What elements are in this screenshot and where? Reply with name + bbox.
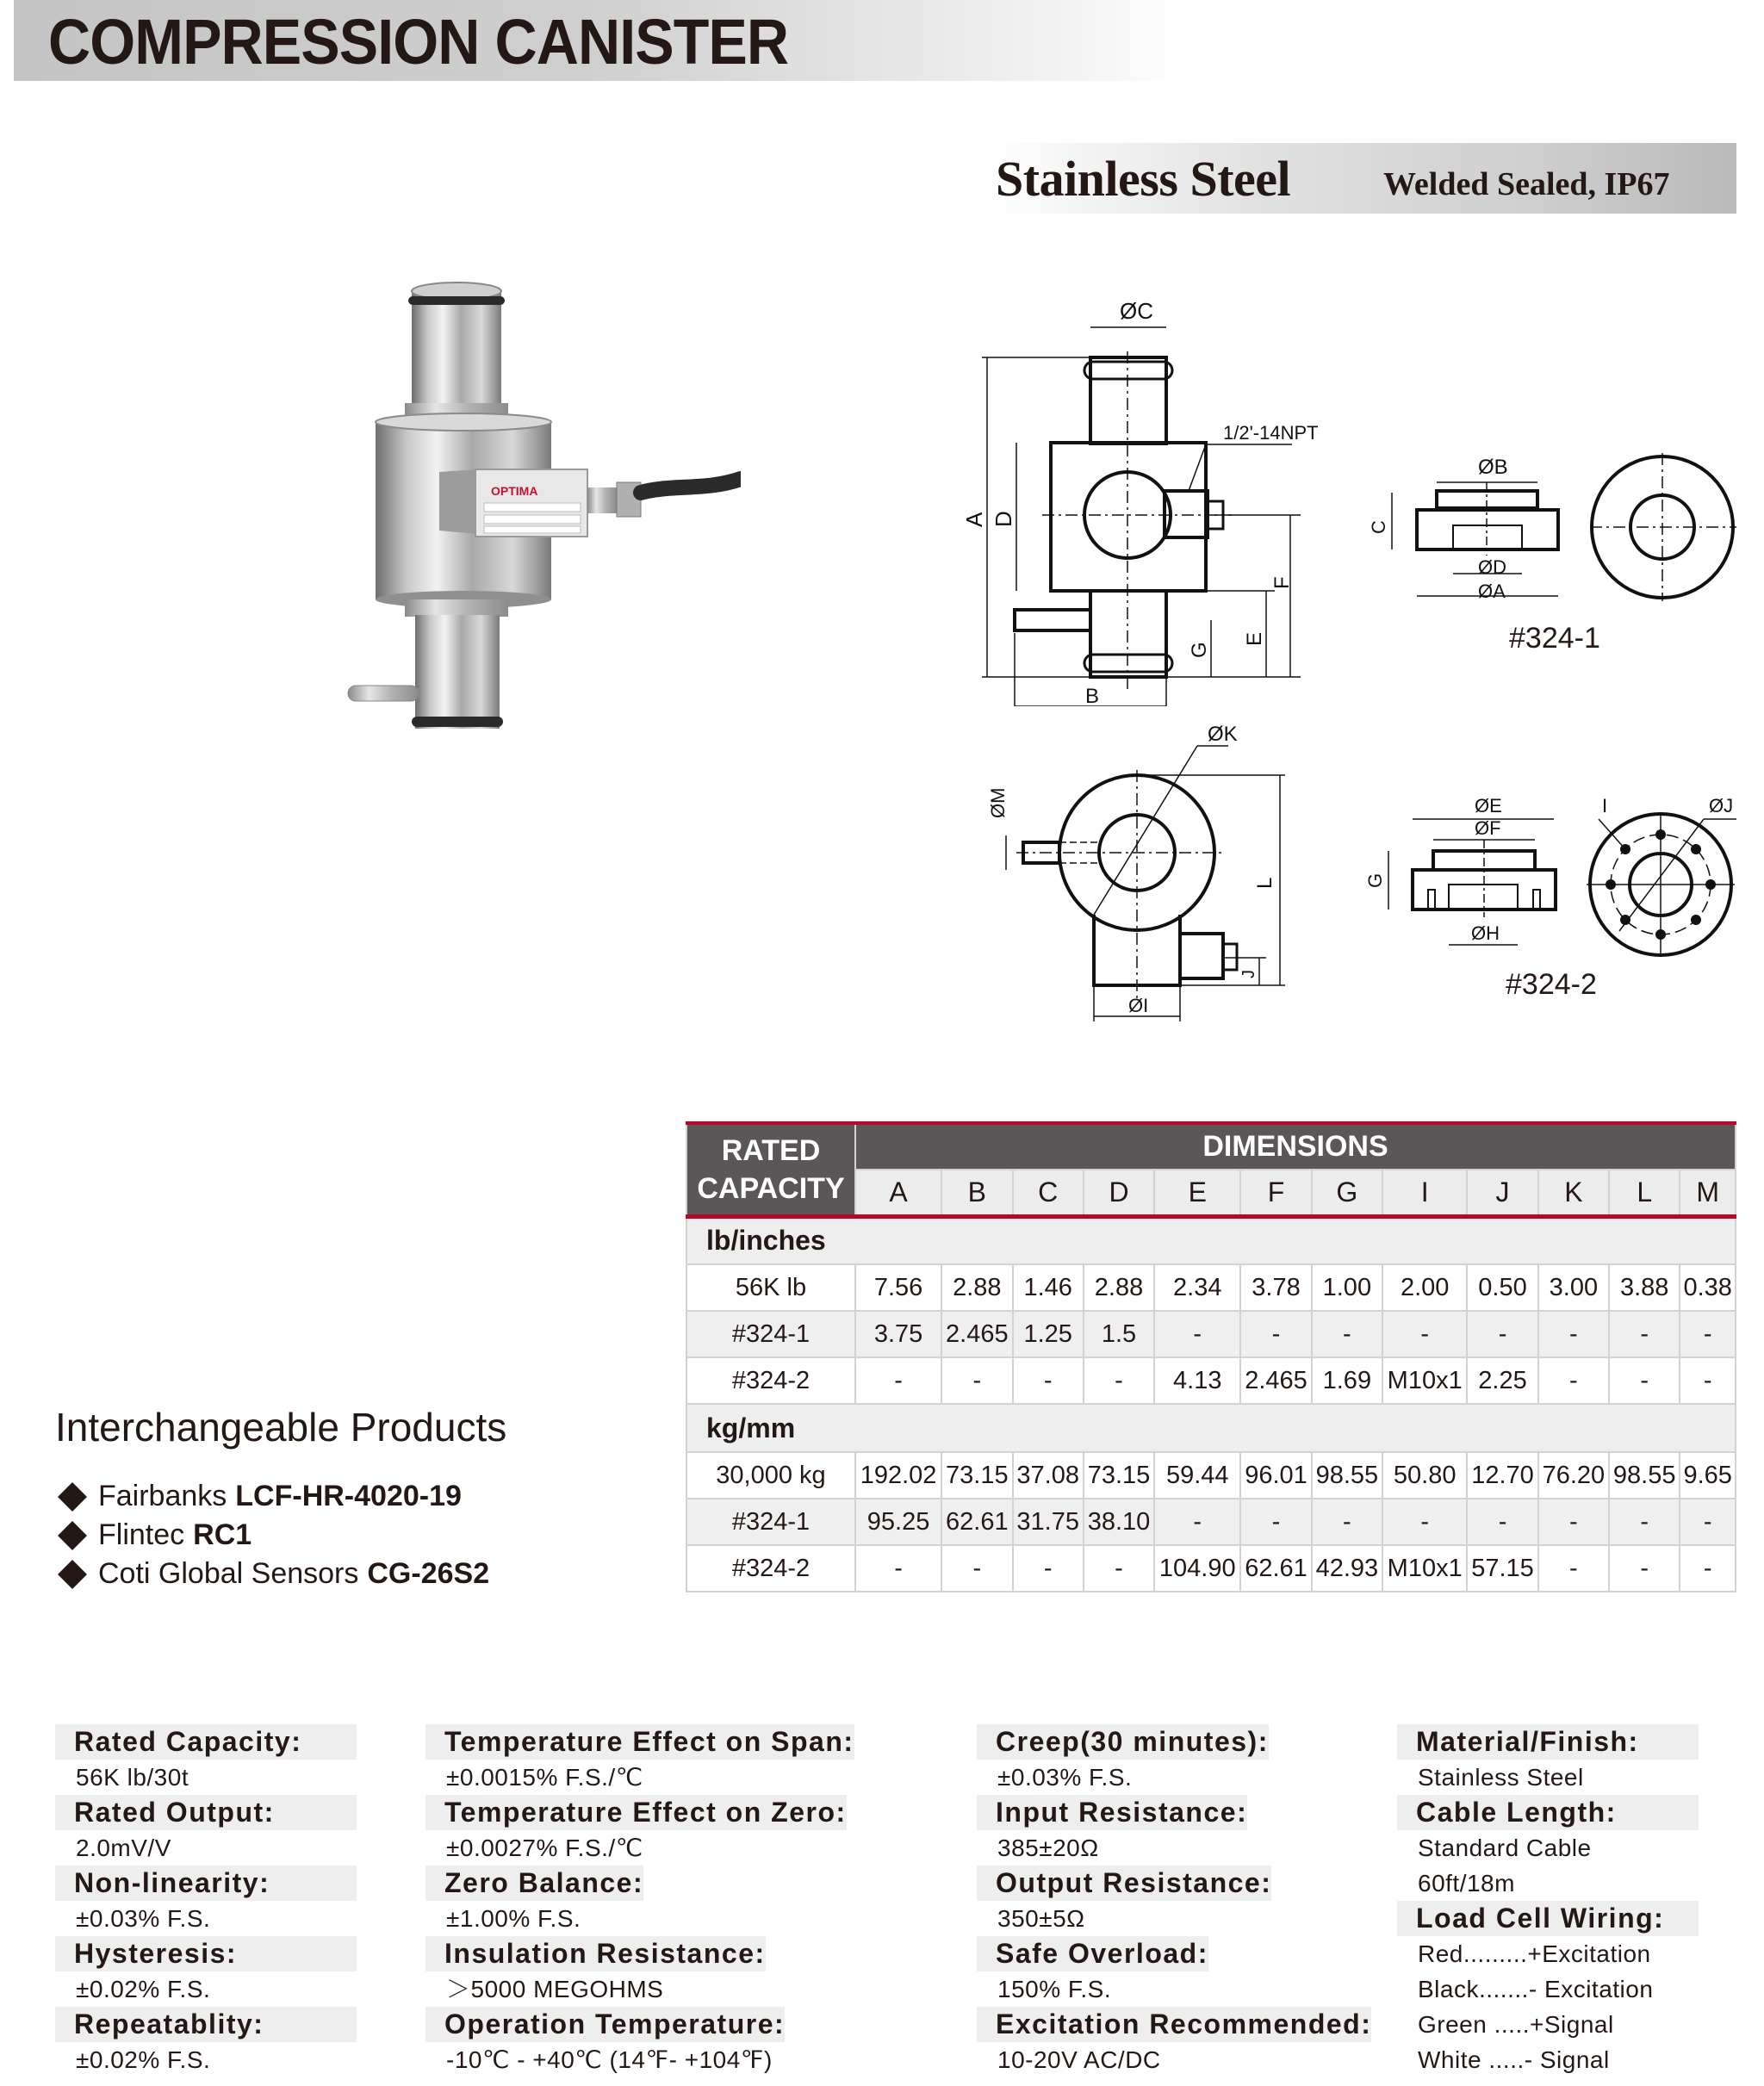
dimension-cell: M10x1: [1382, 1545, 1467, 1592]
spec-label: Excitation Recommended:: [977, 2007, 1371, 2042]
capacity-cell: #324-1: [686, 1311, 855, 1357]
dimension-cell: 62.61: [1240, 1545, 1311, 1592]
dimension-cell: 38.10: [1084, 1499, 1154, 1545]
dimension-cell: -: [941, 1545, 1012, 1592]
dimension-cell: -: [1467, 1311, 1537, 1357]
svg-text:D: D: [991, 511, 1016, 527]
diamond-bullet-icon: [58, 1482, 87, 1512]
dimension-cell: -: [1240, 1499, 1311, 1545]
subtitle-band: [985, 143, 1736, 214]
table-row: [686, 1264, 1736, 1311]
dimension-cell: 98.55: [1312, 1452, 1382, 1499]
spec-label: Hysteresis:: [55, 1936, 357, 1971]
dimension-cell: -: [941, 1357, 1012, 1404]
product-photo: [336, 276, 741, 749]
dimension-cell: -: [1609, 1545, 1680, 1592]
dimension-cell: 12.70: [1467, 1452, 1537, 1499]
svg-text:ØM: ØM: [987, 787, 1009, 818]
spec-value: ±0.0015% F.S./℃: [446, 1764, 643, 1791]
col-header: J: [1467, 1170, 1537, 1216]
dimension-cell: 1.00: [1312, 1264, 1382, 1311]
capacity-cell: #324-2: [686, 1357, 855, 1404]
svg-text:B: B: [1085, 685, 1100, 706]
svg-text:ØD: ØD: [1478, 556, 1506, 578]
dimension-cell: 1.5: [1084, 1311, 1154, 1357]
dimensions-table: [686, 1121, 1736, 1592]
svg-text:F: F: [1270, 576, 1294, 589]
dimension-cell: -: [1538, 1499, 1609, 1545]
spec-value: Green .....+Signal: [1418, 2011, 1614, 2038]
svg-text:C: C: [1368, 520, 1389, 534]
dimension-cell: 2.25: [1467, 1357, 1537, 1404]
dimension-cell: -: [1680, 1499, 1736, 1545]
spec-label: Repeatablity:: [55, 2007, 357, 2042]
svg-text:J: J: [1239, 970, 1258, 978]
col-header: E: [1154, 1170, 1240, 1216]
title-band: [14, 0, 1444, 81]
interchangeable-title: Interchangeable Products: [55, 1405, 507, 1450]
dimension-cell: -: [1538, 1311, 1609, 1357]
dimension-cell: 2.34: [1154, 1264, 1240, 1311]
spec-value: ±0.02% F.S.: [76, 2046, 211, 2073]
drawing-adapter-324-1: [1361, 448, 1757, 612]
dimensions-body: [686, 1216, 1736, 1592]
col-header: I: [1382, 1170, 1467, 1216]
dimension-cell: 2.465: [941, 1311, 1012, 1357]
dimension-cell: -: [1382, 1311, 1467, 1357]
capacity-cell: 30,000 kg: [686, 1452, 855, 1499]
dimension-cell: 0.38: [1680, 1264, 1736, 1311]
spec-value: 56K lb/30t: [76, 1764, 189, 1791]
spec-label: Operation Temperature:: [425, 2007, 785, 2042]
dimension-cell: -: [1609, 1311, 1680, 1357]
dimension-cell: -: [1467, 1499, 1537, 1545]
svg-text:ØI: ØI: [1128, 995, 1149, 1016]
spec-label: Zero Balance:: [425, 1866, 643, 1901]
brand-badge: OPTIMA: [491, 484, 538, 498]
dimension-cell: 59.44: [1154, 1452, 1240, 1499]
spec-label: Safe Overload:: [977, 1936, 1208, 1971]
svg-text:G: G: [1364, 872, 1386, 888]
dimension-cell: 4.13: [1154, 1357, 1240, 1404]
spec-value: Standard Cable: [1418, 1835, 1592, 1861]
dimension-cell: -: [1680, 1311, 1736, 1357]
spec-value: Stainless Steel: [1418, 1764, 1584, 1791]
spec-value: 2.0mV/V: [76, 1835, 171, 1861]
dimension-cell: 3.78: [1240, 1264, 1311, 1311]
dimension-cell: 3.75: [855, 1311, 941, 1357]
dimension-cell: -: [1154, 1499, 1240, 1545]
interchangeable-list: [57, 1477, 489, 1593]
col-header: K: [1538, 1170, 1609, 1216]
dimension-cell: 76.20: [1538, 1452, 1609, 1499]
spec-value: 385±20Ω: [997, 1835, 1099, 1861]
spec-label: Rated Output:: [55, 1795, 357, 1830]
dimension-cell: 62.61: [941, 1499, 1012, 1545]
svg-text:1/2'-14NPT: 1/2'-14NPT: [1223, 422, 1319, 444]
dimension-cell: -: [855, 1357, 941, 1404]
dimension-cell: 2.465: [1240, 1357, 1311, 1404]
col-header: B: [941, 1170, 1012, 1216]
dimension-cell: 1.25: [1013, 1311, 1084, 1357]
svg-text:ØJ: ØJ: [1709, 795, 1734, 816]
dimension-cell: 104.90: [1154, 1545, 1240, 1592]
spec-value: Black.......- Excitation: [1418, 1976, 1654, 2002]
dimension-cell: -: [1240, 1311, 1311, 1357]
drawing-top-view: [965, 715, 1309, 1025]
unit-label: kg/mm: [686, 1404, 1736, 1452]
spec-value: ±0.03% F.S.: [997, 1764, 1133, 1791]
dimension-cell: 2.88: [941, 1264, 1012, 1311]
spec-label: Temperature Effect on Span:: [425, 1724, 854, 1760]
svg-text:ØA: ØA: [1478, 580, 1506, 602]
spec-value: 10-20V AC/DC: [997, 2046, 1161, 2073]
dimension-cell: 37.08: [1013, 1452, 1084, 1499]
spec-value: -10℃ - +40℃ (14℉- +104℉): [446, 2046, 773, 2073]
svg-text:L: L: [1253, 877, 1276, 889]
dimension-cell: 9.65: [1680, 1452, 1736, 1499]
svg-text:ØE: ØE: [1475, 795, 1502, 816]
dimension-cell: 3.00: [1538, 1264, 1609, 1311]
dimension-cell: -: [1013, 1545, 1084, 1592]
dimension-cell: 73.15: [1084, 1452, 1154, 1499]
dimension-cell: -: [1538, 1357, 1609, 1404]
dimension-cell: 2.88: [1084, 1264, 1154, 1311]
dimension-cell: 96.01: [1240, 1452, 1311, 1499]
specs-column-4: [1397, 1724, 1699, 2077]
capacity-cell: #324-2: [686, 1545, 855, 1592]
dimension-cell: -: [1013, 1357, 1084, 1404]
dimension-cell: -: [1154, 1311, 1240, 1357]
spec-value: ±0.0027% F.S./℃: [446, 1835, 643, 1861]
spec-value: 350±5Ω: [997, 1905, 1085, 1932]
list-item: Coti Global Sensors CG-26S2: [57, 1555, 489, 1593]
svg-text:ØF: ØF: [1475, 817, 1501, 839]
spec-label: Input Resistance:: [977, 1795, 1247, 1830]
dimension-cell: -: [1680, 1357, 1736, 1404]
col-header: F: [1240, 1170, 1311, 1216]
col-header: A: [855, 1170, 941, 1216]
dimension-cell: 2.00: [1382, 1264, 1467, 1311]
spec-value: ＞5000 MEGOHMS: [446, 1976, 664, 2002]
spec-label: Creep(30 minutes):: [977, 1724, 1269, 1760]
svg-text:E: E: [1243, 631, 1266, 646]
drawing-adapter-324-2: [1361, 788, 1757, 960]
dimension-cell: 95.25: [855, 1499, 941, 1545]
dimension-cell: 3.88: [1609, 1264, 1680, 1311]
dimension-cell: 73.15: [941, 1452, 1012, 1499]
dimension-cell: 1.46: [1013, 1264, 1084, 1311]
svg-text:A: A: [961, 512, 987, 527]
svg-text:ØB: ØB: [1478, 456, 1508, 479]
model-label-324-2: #324-2: [1506, 968, 1597, 1001]
dimension-cell: -: [1312, 1311, 1382, 1357]
dimension-cell: M10x1: [1382, 1357, 1467, 1404]
dimension-cell: -: [1609, 1357, 1680, 1404]
specs-column-1: [55, 1724, 357, 2077]
diamond-bullet-icon: [58, 1560, 87, 1589]
spec-value: ±0.03% F.S.: [76, 1905, 211, 1932]
spec-label: Material/Finish:: [1397, 1724, 1699, 1760]
table-row: [686, 1311, 1736, 1357]
spec-value: 60ft/18m: [1418, 1870, 1515, 1897]
dimension-cell: 31.75: [1013, 1499, 1084, 1545]
table-row: [686, 1545, 1736, 1592]
dimension-cell: 1.69: [1312, 1357, 1382, 1404]
spec-label: Cable Length:: [1397, 1795, 1699, 1830]
dimension-cell: 192.02: [855, 1452, 941, 1499]
dimension-cell: 50.80: [1382, 1452, 1467, 1499]
svg-text:I: I: [1602, 795, 1608, 816]
dimension-cell: 98.55: [1609, 1452, 1680, 1499]
spec-label: Rated Capacity:: [55, 1724, 357, 1760]
col-header: C: [1013, 1170, 1084, 1216]
spec-value: 150% F.S.: [997, 1976, 1112, 2002]
dimension-cell: 7.56: [855, 1264, 941, 1311]
unit-label: lb/inches: [686, 1216, 1736, 1264]
spec-label: Non-linearity:: [55, 1866, 357, 1901]
list-item: Fairbanks LCF-HR-4020-19: [57, 1477, 489, 1516]
dimension-cell: 57.15: [1467, 1545, 1537, 1592]
col-header: L: [1609, 1170, 1680, 1216]
dimension-cell: -: [855, 1545, 941, 1592]
dimension-cell: 0.50: [1467, 1264, 1537, 1311]
spec-value: Red.........+Excitation: [1418, 1940, 1651, 1967]
table-row: [686, 1357, 1736, 1404]
dimension-cell: 42.93: [1312, 1545, 1382, 1592]
specs-column-2: [425, 1724, 854, 2077]
spec-label: Output Resistance:: [977, 1866, 1271, 1901]
unit-row: [686, 1404, 1736, 1452]
svg-text:ØC: ØC: [1120, 298, 1153, 324]
drawing-side-view: [956, 293, 1335, 706]
dimension-cell: -: [1680, 1545, 1736, 1592]
table-row: [686, 1452, 1736, 1499]
dimension-cell: -: [1538, 1545, 1609, 1592]
dimensions-header: DIMENSIONS: [855, 1123, 1736, 1170]
capacity-cell: #324-1: [686, 1499, 855, 1545]
model-label-324-1: #324-1: [1509, 622, 1600, 655]
svg-text:ØH: ØH: [1471, 922, 1500, 944]
spec-label: Temperature Effect on Zero:: [425, 1795, 847, 1830]
svg-text:ØK: ØK: [1208, 723, 1238, 746]
list-item: Flintec RC1: [57, 1516, 489, 1555]
diamond-bullet-icon: [58, 1521, 87, 1550]
spec-value: ±1.00% F.S.: [446, 1905, 581, 1932]
material-title: Stainless Steel: [996, 151, 1291, 207]
sealing-rating: Welded Sealed, IP67: [1383, 166, 1670, 202]
dimension-cell: -: [1084, 1545, 1154, 1592]
col-header: D: [1084, 1170, 1154, 1216]
dimension-cell: -: [1609, 1499, 1680, 1545]
dimension-cell: -: [1312, 1499, 1382, 1545]
col-header: M: [1680, 1170, 1736, 1216]
col-header: G: [1312, 1170, 1382, 1216]
dimension-cell: -: [1382, 1499, 1467, 1545]
spec-label: Load Cell Wiring:: [1397, 1901, 1699, 1936]
unit-row: [686, 1216, 1736, 1264]
page-title: COMPRESSION CANISTER: [48, 6, 789, 78]
rated-capacity-header: RATED CAPACITY: [686, 1123, 855, 1216]
spec-value: ±0.02% F.S.: [76, 1976, 211, 2002]
capacity-cell: 56K lb: [686, 1264, 855, 1311]
dimension-cell: -: [1084, 1357, 1154, 1404]
specs-column-3: [977, 1724, 1371, 2077]
svg-text:G: G: [1188, 642, 1211, 658]
spec-value: White .....- Signal: [1418, 2046, 1610, 2073]
spec-label: Insulation Resistance:: [425, 1936, 766, 1971]
table-row: [686, 1499, 1736, 1545]
